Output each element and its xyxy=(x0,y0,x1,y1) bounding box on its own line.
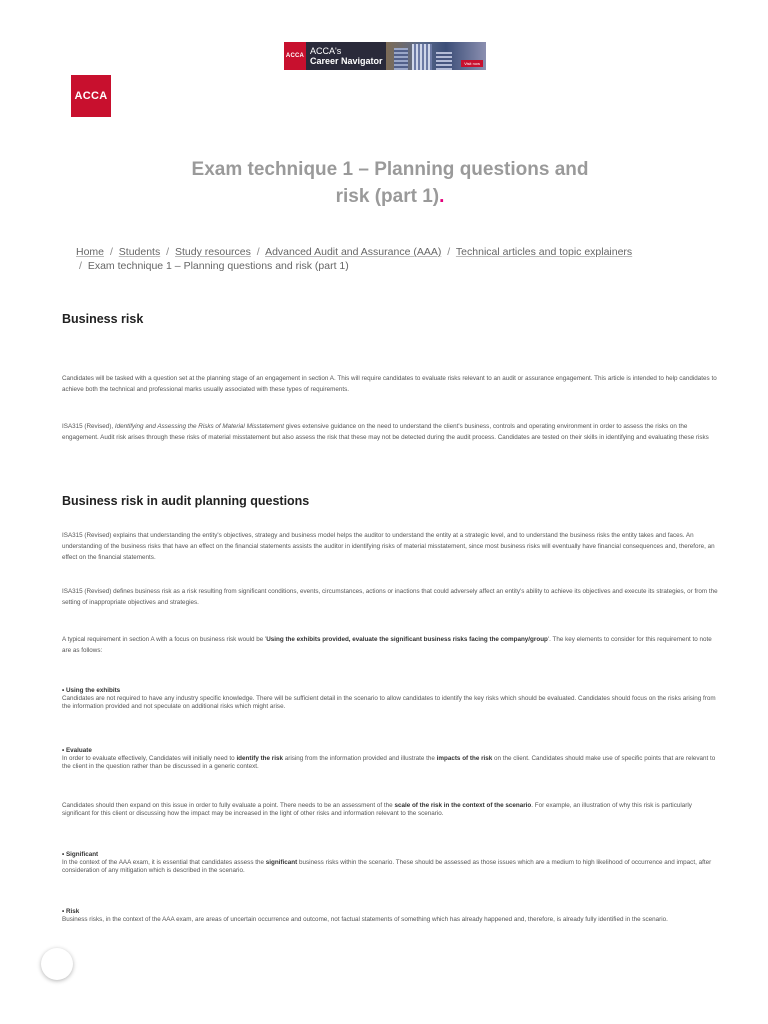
breadcrumb-row xyxy=(62,245,722,259)
banner-city-image xyxy=(386,42,486,70)
bold-phrase: significant xyxy=(265,859,298,866)
text-span: Candidates should then expand on this issue in order to fully evaluate a point. There needs to be an assessment of the xyxy=(62,802,395,809)
breadcrumb-separator: / xyxy=(166,246,170,258)
banner-line1: ACCA's xyxy=(310,46,342,56)
bullet-risk xyxy=(62,908,718,924)
banner-building xyxy=(412,44,432,70)
audit-planning-paragraph-2: ISA315 (Revised) defines business risk as a risk resulting from significant conditions, events, circumstances, actions or inactions that could adversely affect an entity's ability to achieve its objectives and execute its strategies, or from the setting of inappropriate objectives and strategies. xyxy=(62,588,718,606)
breadcrumb-separator: / xyxy=(79,260,82,272)
breadcrumb-current: Exam technique 1 – Planning questions and risk (part 1) xyxy=(87,260,349,272)
bullet-title: • Risk xyxy=(62,908,80,915)
business-risk-paragraph-1: Candidates will be tasked with a question set at the planning stage of an engagement in section A. This will require candidates to evaluate risks relevant to an audit or assurance engagement. This article is intended to help candidates to achieve both the technical and professional marks usually associated with these types of requirements. xyxy=(62,375,717,393)
bold-phrase: impacts of the risk xyxy=(436,755,493,762)
bullet-title: • Significant xyxy=(62,851,99,858)
section-heading-business-risk: Business risk xyxy=(62,312,144,326)
text-span: '. The key elements to consider for this requirement to note are as follows: xyxy=(62,636,712,654)
breadcrumb-students[interactable]: Students xyxy=(118,246,161,258)
business-risk-paragraph-2 xyxy=(62,421,718,443)
breadcrumb-study-resources[interactable]: Study resources xyxy=(175,246,251,258)
title-dot: . xyxy=(439,186,445,207)
breadcrumb-row xyxy=(62,259,722,273)
text-span: business risks within the scenario. These should be assessed as those issues which are a medium to high likelihood of occurrence and impact, after consideration of any mitigation which is described in the scenario. xyxy=(62,859,712,874)
text-span: A typical requirement in section A with a focus on business risk would be ' xyxy=(62,636,267,643)
banner-line2: Career Navigator xyxy=(310,56,383,66)
page-title xyxy=(180,156,600,210)
bullet-significant xyxy=(62,851,718,875)
text-span: on the client. Candidates should make use of specific points that are relevant to the client in the question rather than be discussed in a generic context. xyxy=(62,755,716,770)
text-span: gives extensive guidance on the need to understand the client's business, controls and operating environment in order to assess the risks on the engagement. Audit risk arises through these risks of material misstatement but also assess the risk that these may not be detected during the audit process. Candidates are tested on their skills in identifying and evaluating these risks xyxy=(62,423,709,441)
bullet-title: • Evaluate xyxy=(62,747,92,754)
text-span: In order to evaluate effectively, Candidates will initially need to xyxy=(62,755,237,762)
breadcrumb-aaa[interactable]: Advanced Audit and Assurance (AAA) xyxy=(265,246,442,258)
bullet-evaluate xyxy=(62,747,718,771)
breadcrumb-home[interactable]: Home xyxy=(76,246,105,258)
isa-title-italic: Identifying and Assessing the Risks of Material Misstatement xyxy=(114,423,285,430)
bold-phrase: identify the risk xyxy=(236,755,283,762)
text-span: ISA315 (Revised), xyxy=(62,423,115,430)
bold-phrase: scale of the risk in the context of the scenario xyxy=(394,802,532,809)
audit-planning-paragraph-1: ISA315 (Revised) explains that understanding the entity's objectives, strategy and business model helps the auditor to understand the entity at a strategic level, and to understand the business risks the entity takes and faces. An understanding of the business risks that have an effect on the financial statements assists the auditor in identifying risks of material misstatement, since most business risks will eventually have financial consequences and, therefore, an effect on the financial statements. xyxy=(62,532,715,561)
audit-planning-paragraph-3 xyxy=(62,634,718,656)
text-span: In the context of the AAA exam, it is essential that candidates assess the xyxy=(62,859,266,866)
banner-building xyxy=(436,52,452,70)
banner-visit-button[interactable]: Visit now xyxy=(461,60,483,67)
breadcrumb-separator: / xyxy=(256,246,260,258)
bullet-text: Business risks, in the context of the AAA exam, are areas of uncertain occurrence and outcome, not factual statements of something which has already happened and, therefore, is already fully identified in the scenario. xyxy=(62,916,668,923)
bullet-title: • Using the exhibits xyxy=(62,687,121,694)
acca-logo[interactable]: ACCA xyxy=(71,75,111,117)
breadcrumb-technical-articles[interactable]: Technical articles and topic explainers xyxy=(455,246,633,258)
page-title-text: Exam technique 1 – Planning questions and risk (part 1) xyxy=(191,159,589,207)
career-navigator-banner[interactable] xyxy=(284,42,486,70)
banner-acca-logo: ACCA xyxy=(284,42,306,70)
breadcrumb xyxy=(62,245,722,273)
section-heading-audit-planning: Business risk in audit planning questions xyxy=(62,494,310,508)
bullet-using-exhibits xyxy=(62,687,718,711)
bullet-text: Candidates are not required to have any industry specific knowledge. There will be sufficient detail in the scenario to allow candidates to identify the key risks which should be evaluated. Candidates should focus on the risks arising from the information provided and not speculate on additional risks which might arise. xyxy=(62,695,716,710)
text-span: . For example, an illustration of why this risk is particularly significant for this client or discussing how the impact may be increased in the light of other risks and information relevant to the scenario. xyxy=(62,802,692,817)
breadcrumb-separator: / xyxy=(109,246,113,258)
text-span: arising from the information provided and illustrate the xyxy=(282,755,437,762)
banner-building xyxy=(394,48,408,70)
evaluate-expand-paragraph xyxy=(62,802,718,818)
breadcrumb-separator: / xyxy=(447,246,451,258)
requirement-example: Using the exhibits provided, evaluate the significant business risks facing the company/group xyxy=(266,636,548,643)
banner-text xyxy=(306,42,386,70)
floating-action-button[interactable] xyxy=(41,948,73,980)
